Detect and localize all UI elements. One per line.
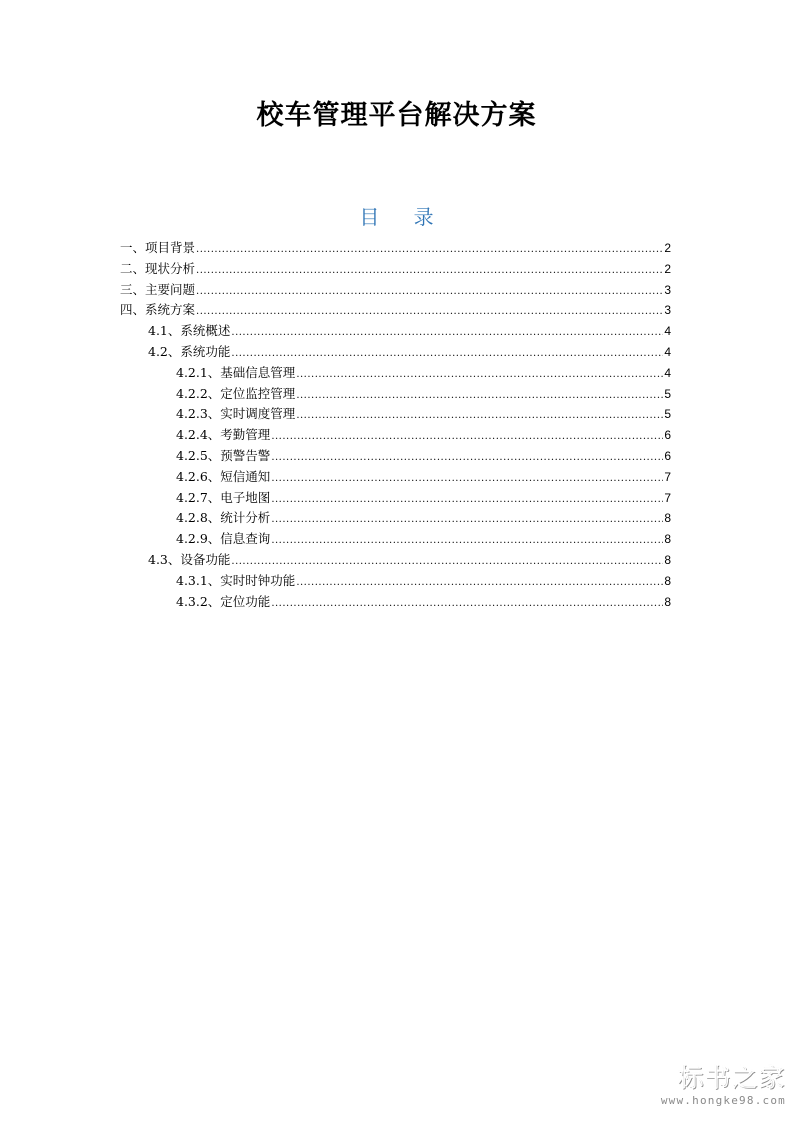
toc-entry-page: 7 <box>664 469 671 484</box>
toc-entry-label: 一、项目背景 <box>120 240 196 255</box>
toc-entry-label: 4.2.6、短信通知 <box>176 468 271 484</box>
toc-entry[interactable] <box>120 280 671 301</box>
toc-entry-page: 4 <box>664 365 671 380</box>
toc-entry-page: 6 <box>664 448 671 463</box>
toc-entry[interactable] <box>120 550 671 571</box>
toc-entry-page: 3 <box>664 303 671 318</box>
toc-entry[interactable] <box>120 592 671 613</box>
toc-entry-page: 8 <box>664 511 671 526</box>
table-of-contents <box>120 238 671 612</box>
toc-dot-leader <box>271 510 663 529</box>
toc-dot-leader <box>271 490 663 509</box>
toc-entry[interactable] <box>120 425 671 446</box>
toc-entry[interactable] <box>120 259 671 280</box>
toc-entry[interactable] <box>120 488 671 509</box>
toc-entry[interactable] <box>120 467 671 488</box>
toc-entry-label: 4.1、系统概述 <box>148 323 231 339</box>
toc-entry-page: 2 <box>664 241 671 255</box>
toc-entry-page: 6 <box>664 428 671 443</box>
toc-dot-leader <box>231 552 663 571</box>
toc-entry-label: 4.2、系统功能 <box>148 343 231 359</box>
toc-entry-label: 4.2.9、信息查询 <box>176 531 271 547</box>
toc-heading: 目 录 <box>359 205 448 229</box>
toc-entry-label: 4.3.1、实时时钟功能 <box>176 572 296 588</box>
toc-entry-label: 4.3.2、定位功能 <box>176 593 271 609</box>
toc-entry[interactable] <box>120 238 671 259</box>
toc-entry[interactable] <box>120 508 671 529</box>
toc-entry-page: 8 <box>664 573 671 588</box>
toc-dot-leader <box>271 469 663 488</box>
toc-entry[interactable] <box>120 342 671 363</box>
toc-entry-page: 8 <box>664 594 671 609</box>
toc-entry-label: 4.2.7、电子地图 <box>176 489 271 505</box>
toc-entry-label: 4.2.3、实时调度管理 <box>176 406 296 422</box>
toc-entry-label: 4.2.4、考勤管理 <box>176 427 271 443</box>
toc-entry[interactable] <box>120 404 671 425</box>
toc-dot-leader <box>271 448 663 467</box>
toc-entry-page: 5 <box>664 407 671 422</box>
watermark-url: www.hongke98.com <box>660 1094 786 1107</box>
toc-entry[interactable] <box>120 571 671 592</box>
toc-entry-label: 4.3、设备功能 <box>148 551 231 567</box>
toc-dot-leader <box>231 344 663 363</box>
toc-entry-page: 5 <box>664 386 671 401</box>
toc-entry-label: 4.2.5、预警告警 <box>176 447 271 463</box>
toc-entry-label: 4.2.1、基础信息管理 <box>176 364 296 380</box>
toc-entry[interactable] <box>120 321 671 342</box>
watermark-brand: 标书之家 <box>677 1063 786 1092</box>
toc-dot-leader <box>296 573 663 592</box>
toc-dot-leader <box>196 282 663 301</box>
toc-entry-page: 8 <box>664 552 671 567</box>
toc-dot-leader <box>296 365 663 384</box>
toc-entry-label: 三、主要问题 <box>120 281 196 297</box>
toc-entry-label: 4.2.2、定位监控管理 <box>176 385 296 401</box>
toc-entry-label: 四、系统方案 <box>120 302 196 318</box>
toc-dot-leader <box>196 302 663 321</box>
toc-entry[interactable] <box>120 446 671 467</box>
toc-entry-page: 4 <box>664 344 671 359</box>
toc-dot-leader <box>196 240 663 259</box>
toc-dot-leader <box>296 406 663 425</box>
toc-entry[interactable] <box>120 529 671 550</box>
page-title: 校车管理平台解决方案 <box>256 100 537 131</box>
toc-entry-page: 8 <box>664 532 671 547</box>
toc-dot-leader <box>231 323 663 342</box>
toc-entry-page: 3 <box>664 282 671 297</box>
toc-dot-leader <box>271 531 663 550</box>
toc-entry-page: 4 <box>664 324 671 339</box>
toc-dot-leader <box>271 594 663 613</box>
toc-dot-leader <box>196 261 663 280</box>
toc-entry[interactable] <box>120 300 671 321</box>
toc-entry-label: 二、现状分析 <box>120 260 196 276</box>
toc-dot-leader <box>271 427 663 446</box>
toc-entry-page: 2 <box>664 261 671 276</box>
toc-dot-leader <box>296 386 663 405</box>
watermark-logo <box>636 1063 786 1113</box>
toc-entry[interactable] <box>120 384 671 405</box>
toc-entry-page: 7 <box>664 490 671 505</box>
toc-entry-label: 4.2.8、统计分析 <box>176 510 271 526</box>
toc-entry[interactable] <box>120 363 671 384</box>
